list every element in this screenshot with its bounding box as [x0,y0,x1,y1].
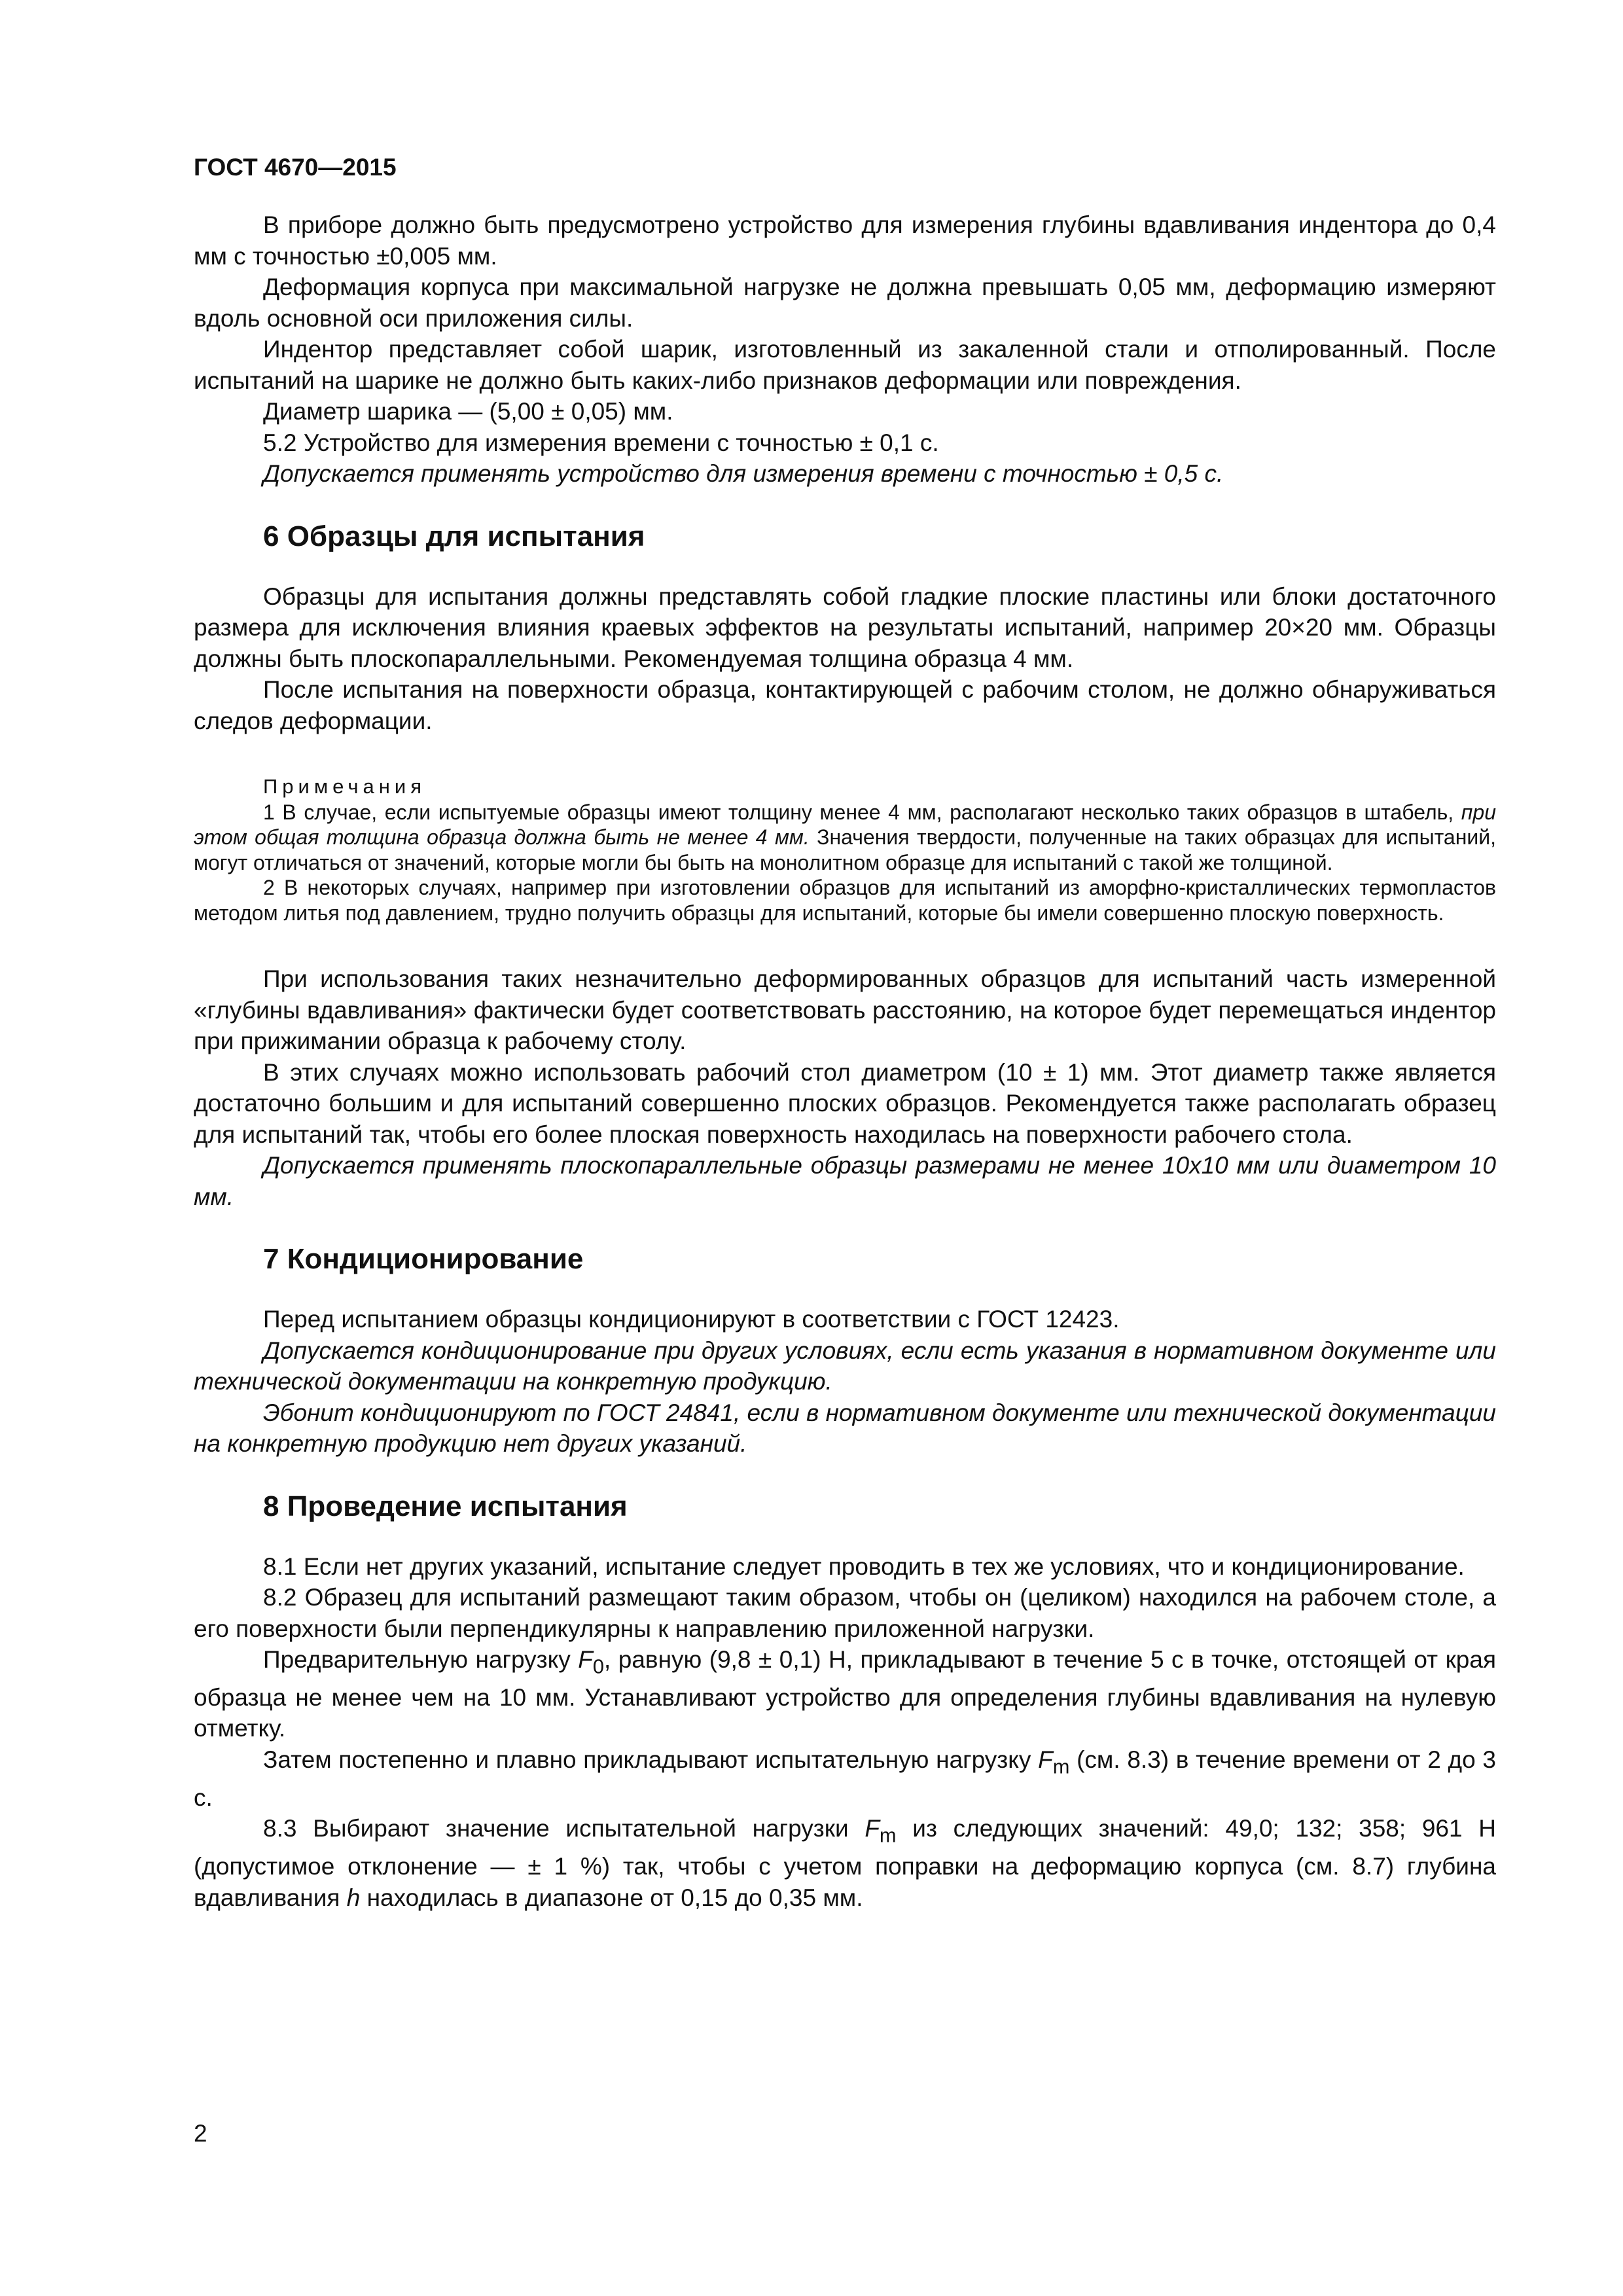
italic-paragraph: Эбонит кондиционируют по ГОСТ 24841, если в нормативном документе или технической документации на конкретную продукцию нет других указаний. [194,1399,1496,1457]
paragraph-8-3 [194,1813,1496,1913]
variable-f: F [865,1815,880,1842]
paragraph-8-2: 8.2 Образец для испытаний размещают таким образом, чтобы он (целиком) находился на рабочем столе, а его поверхности были перпендикулярны к направлению приложенной нагрузки. [194,1584,1496,1642]
italic-paragraph: Допускается применять плоскопараллельные образцы размерами не менее 10х10 мм или диаметром 10 мм. [194,1152,1496,1210]
section-7-title: 7 Кондиционирование [263,1243,584,1275]
variable-f: F [1038,1746,1053,1773]
text: (см. 8.3) в течение времени от 2 до 3 с. [194,1746,1496,1811]
notes-block [194,774,1496,925]
text: из следующих значений: 49,0; 132; 358; 961 Н (допустимое отклонение — ± 1 %) так, чтобы с учетом поправки на деформацию корпуса (см. 8.7) глубина вдавливания [194,1815,1496,1911]
section-6-title: 6 Образцы для испытания [263,520,645,552]
paragraph: Перед испытанием образцы кондиционируют в соответствии с ГОСТ 12423. [263,1306,1120,1333]
paragraph: После испытания на поверхности образца, контактирующей с рабочим столом, не должно обнаруживаться следов деформации. [194,676,1496,734]
paragraph: Диаметр шарика — (5,00 ± 0,05) мм. [263,398,673,425]
paragraph: В этих случаях можно использовать рабочий стол диаметром (10 ± 1) мм. Этот диаметр также является достаточно большим и для испытаний совершенно плоских образцов. Рекомендуется также располагать образец для испытаний так, чтобы его более плоская поверхность находилась на поверхности рабочего стола. [194,1058,1496,1148]
subscript: m [879,1823,897,1847]
note-2: 2 В некоторых случаях, например при изготовлении образцов для испытаний из аморфно-кристаллических термопластов методом литья под давлением, трудно получить образцы для испытаний, которые бы имели совершенно плоскую поверхность. [194,876,1496,925]
section-8-title: 8 Проведение испытания [263,1490,628,1522]
note-1 [194,800,1496,876]
variable-h: h [346,1884,361,1911]
variable-f: F [578,1646,593,1673]
text: , равную (9,8 ± 0,1) Н, прикладывают в течение 5 с в точке, отстоящей от края образца не менее чем на 10 мм. Устанавливают устройство для определения глубины вдавливания на нулевую отметку. [194,1646,1496,1742]
paragraph-test-load [194,1744,1496,1813]
paragraph: Индентор представляет собой шарик, изготовленный из закаленной стали и отполированный. После испытаний на шарике не должно быть каких-либо признаков деформации или повреждения. [194,336,1496,394]
note-1-text-a: 1 В случае, если испытуемые образцы имеют толщину менее 4 мм, располагают несколько таких образцов в штабель, [263,800,1461,824]
paragraph-preload [194,1644,1496,1744]
text: находилась в диапазоне от 0,15 до 0,35 мм. [360,1884,863,1911]
paragraph: 5.2 Устройство для измерения времени с точностью ± 0,1 с. [263,429,939,456]
document-page [194,152,1496,1913]
text: Предварительную нагрузку [263,1646,579,1673]
italic-paragraph: Допускается применять устройство для измерения времени с точностью ± 0,5 с. [263,460,1224,487]
paragraph: Деформация корпуса при максимальной нагрузке не должна превышать 0,05 мм, деформацию измеряют вдоль основной оси приложения силы. [194,274,1496,332]
subscript: m [1052,1755,1070,1778]
notes-title: Примечания [263,775,426,798]
document-header: ГОСТ 4670—2015 [194,154,397,181]
paragraph: Образцы для испытания должны представлять собой гладкие плоские пластины или блоки достаточного размера для исключения влияния краевых эффектов на результаты испытаний, например 20×20 мм. Образцы должны быть плоскопараллельными. Рекомендуемая толщина образца 4 мм. [194,583,1496,672]
text: Затем постепенно и плавно прикладывают испытательную нагрузку [263,1746,1039,1773]
note-1-text-b: Значения твердости, полученные на таких образцах для испытаний, могут отличаться от значений, которые могли бы быть на монолитном образце для испытаний с такой же толщиной. [194,825,1497,874]
paragraph-8-1: 8.1 Если нет других указаний, испытание следует проводить в тех же условиях, что и кондиционирование. [263,1552,1465,1580]
page-number: 2 [194,2120,207,2147]
italic-paragraph: Допускается кондиционирование при других условиях, если есть указания в нормативном документе или технической документации на конкретную продукцию. [194,1336,1496,1395]
paragraph: В приборе должно быть предусмотрено устройство для измерения глубины вдавливания индентора до 0,4 мм с точностью ±0,005 мм. [194,211,1496,270]
text: 8.3 Выбирают значение испытательной нагрузки [263,1815,865,1842]
paragraph: При использования таких незначительно деформированных образцов для испытаний часть измеренной «глубины вдавливания» фактически будет соответствовать расстоянию, на которое будет перемещаться индентор при прижимании образца к рабочему столу. [194,965,1496,1054]
subscript: 0 [592,1655,604,1678]
note-1-italic: при этом общая толщина образца должна быть не менее 4 мм. [194,800,1496,849]
